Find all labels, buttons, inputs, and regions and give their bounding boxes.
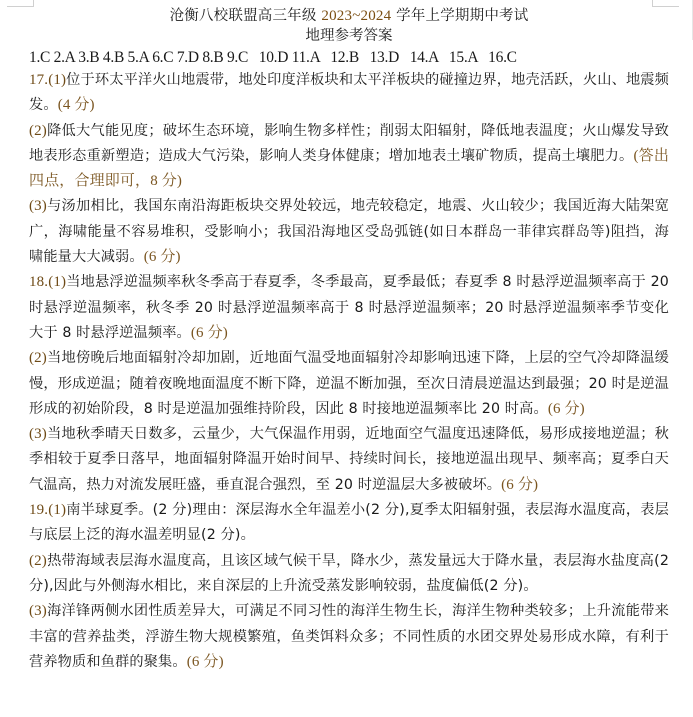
answer-text: 位于环太平洋火山地震带，地处印度洋板块和太平洋板块的碰撞边界，地壳活跃，火山、地震频发。 bbox=[29, 72, 669, 114]
question-label: (3) bbox=[29, 198, 47, 215]
multiple-choice-answers: 1.C 2.A 3.B 4.B 5.A 6.C 7.D 8.B 9.C 10.D 11.A 12.B 13.D 14.A 15.A 16.C bbox=[29, 49, 517, 66]
score: (4 分) bbox=[57, 97, 95, 114]
answer-text: 当地秋季晴天日数多，云量少，大气保温作用弱，近地面空气温度迅速降低，易形成接地逆温；秋季相较于夏季日落早，地面辐射降温开始时间早、持续时间长，接地逆温出现早、频率高；夏季白天气温高，热力对流发展旺盛，垂直混合强烈，至 20 时逆温层大多被破坏。 bbox=[29, 426, 669, 493]
score: (6 分) bbox=[501, 476, 539, 493]
answer-17-1 bbox=[29, 68, 669, 119]
answer-text: 降低大气能见度；破坏生态环境，影响生物多样性；削弱太阳辐射，降低地表温度；火山爆发导致地表形态重新塑造；造成大气污染，影响人类身体健康；增加地表土壤矿物质，提高土壤肥力。 bbox=[29, 122, 669, 164]
answer-18-1 bbox=[29, 270, 669, 346]
title-years: 2023~2024 bbox=[321, 8, 392, 24]
answer-text: 南半球夏季。(2 分)理由：深层海水全年温差小(2 分),夏季太阳辐射强，表层海水温度高，表层与底层上泛的海水温差明显(2 分)。 bbox=[29, 502, 669, 544]
answer-18-3 bbox=[29, 422, 669, 498]
answer-text: 海洋锋两侧水团性质差异大，可满足不同习性的海洋生物生长，海洋生物种类较多；上升流能带来丰富的营养盐类，浮游生物大规模繁殖，鱼类饵料众多；不同性质的水团交界处易形成水障，有利于营养物质和鱼群的聚集。 bbox=[29, 603, 669, 670]
score: (答出四点，合理即可，8 分) bbox=[29, 147, 669, 190]
title-prefix: 沧衡八校联盟高三年级 bbox=[169, 8, 322, 24]
answer-18-2 bbox=[29, 346, 669, 422]
score: (6 分) bbox=[186, 653, 224, 670]
answer-text: 热带海域表层海水温度高，且该区域气候干旱，降水少，蒸发量远大于降水量，表层海水盐度高(2 分),因此与外侧海水相比，来自深层的上升流受蒸发影响较弱，盐度偏低(2 分)。 bbox=[29, 552, 669, 594]
answer-17-3 bbox=[29, 194, 669, 270]
answer-text: 当地傍晚后地面辐射冷却加剧，近地面气温受地面辐射冷却影响迅速下降，上层的空气冷却降温缓慢，形成逆温；随着夜晚地面温度不断下降，逆温不断加强，至次日清晨逆温达到最强；20 时是逆温形成的初始阶段，8 时是逆温加强维持阶段，因此 8 时接地逆温频率比 20 时高。 bbox=[29, 350, 669, 417]
question-label: (2) bbox=[29, 122, 47, 139]
question-label: (2) bbox=[29, 350, 47, 367]
document-page bbox=[29, 6, 669, 675]
answer-text: 当地悬浮逆温频率秋冬季高于春夏季，冬季最高，夏季最低；春夏季 8 时悬浮逆温频率高于 20 时悬浮逆温频率，秋冬季 20 时悬浮逆温频率高于 8 时悬浮逆温频率；20 时悬浮逆温频率季节变化大于 8 时悬浮逆温频率。 bbox=[29, 274, 669, 341]
document-title bbox=[29, 6, 669, 26]
answer-19-3 bbox=[29, 599, 669, 675]
answer-17-2 bbox=[29, 119, 669, 195]
score: (6 分) bbox=[143, 249, 181, 266]
document-subtitle: 地理参考答案 bbox=[305, 28, 393, 44]
score: (6 分) bbox=[547, 400, 585, 417]
answer-text: 与汤加相比，我国东南沿海距板块交界处较远，地壳较稳定，地震、火山较少；我国近海大陆架宽广，海啸能量不容易堆积，受影响小；我国沿海地区受岛弧链(如日本群岛一菲律宾群岛等)阻挡，海啸能量大大减弱。 bbox=[29, 198, 669, 266]
title-suffix: 学年上学期期中考试 bbox=[391, 8, 529, 24]
question-label: 19.(1) bbox=[29, 502, 67, 519]
question-label: 18.(1) bbox=[29, 274, 67, 291]
score: (6 分) bbox=[190, 324, 228, 341]
question-label: (2) bbox=[29, 552, 47, 569]
answer-19-2 bbox=[29, 549, 669, 600]
question-label: (3) bbox=[29, 603, 47, 620]
answer-19-1 bbox=[29, 498, 669, 549]
question-label: (3) bbox=[29, 426, 47, 443]
question-label: 17.(1) bbox=[29, 72, 67, 88]
